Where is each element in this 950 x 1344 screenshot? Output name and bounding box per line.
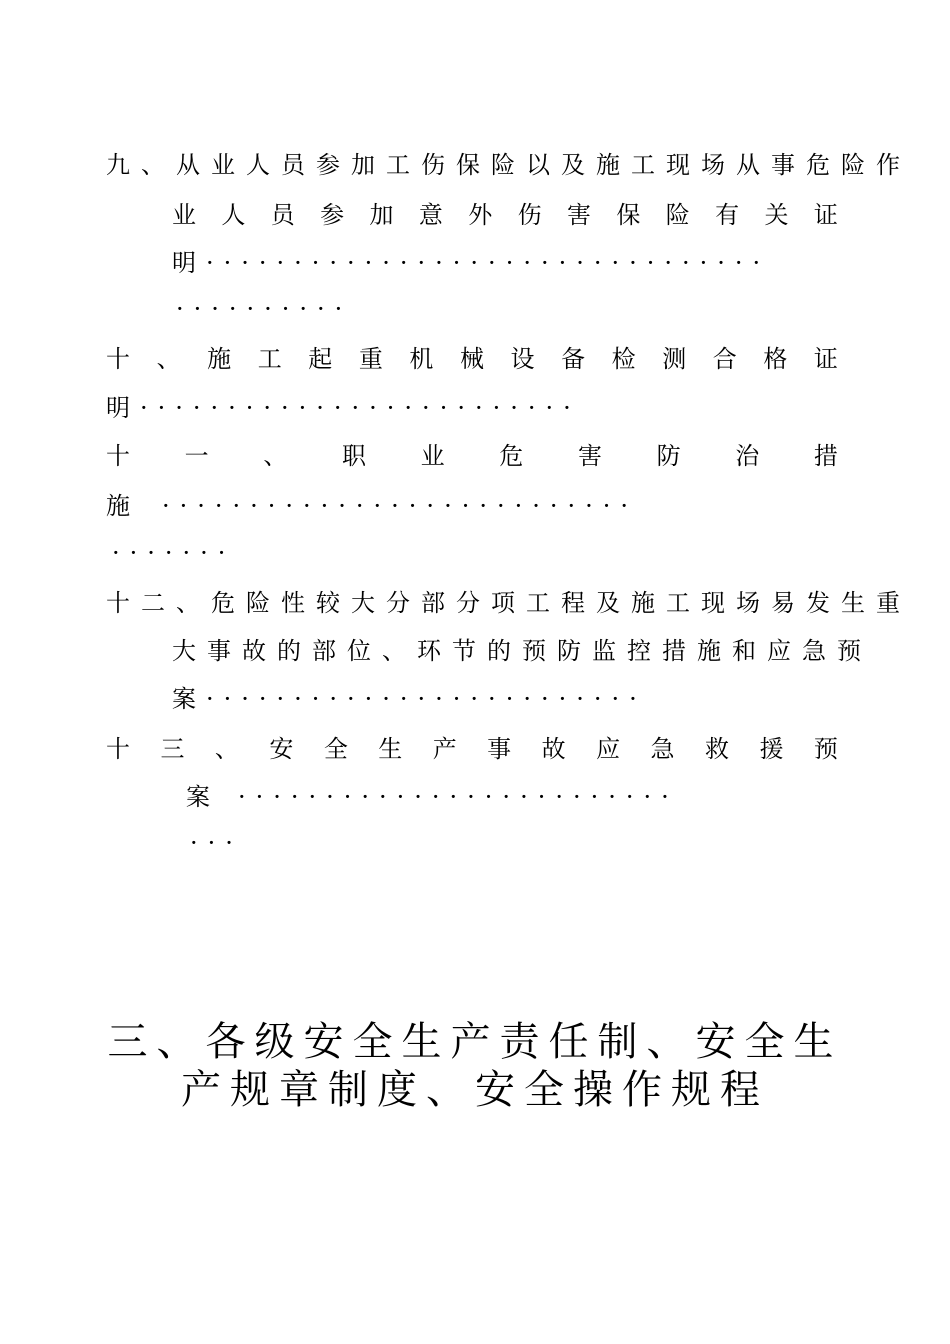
toc-char: 施 <box>207 345 232 373</box>
toc-char: 业 <box>420 442 445 470</box>
toc-item-11-line-2-head: 施 <box>106 492 130 520</box>
toc-item-11-line-1 <box>106 441 838 471</box>
toc-char: 有 <box>715 201 740 229</box>
toc-char: 十 <box>106 735 130 763</box>
toc-char: 、 <box>263 442 288 470</box>
toc-char: 、 <box>214 735 239 763</box>
toc-item-9-line-2 <box>172 200 838 230</box>
toc-char: 措 <box>813 442 838 470</box>
toc-char: 伤 <box>517 201 542 229</box>
toc-char: 事 <box>487 735 512 763</box>
toc-item-9-line-1: 九、从业人员参加工伤保险以及施工现场从事危险作 <box>106 151 911 179</box>
toc-char: 职 <box>341 442 366 470</box>
toc-char: 业 <box>172 201 196 229</box>
toc-char: 合 <box>712 345 737 373</box>
toc-char: 治 <box>735 442 760 470</box>
toc-char: 参 <box>320 201 345 229</box>
toc-char: 险 <box>665 201 690 229</box>
toc-char: 生 <box>378 735 403 763</box>
toc-char: 检 <box>611 345 636 373</box>
toc-item-12-line-1: 十二、危险性较大分部分项工程及施工现场易发生重 <box>106 589 911 617</box>
toc-char: 害 <box>567 201 591 229</box>
toc-char: 加 <box>369 201 394 229</box>
toc-char: 工 <box>257 345 282 373</box>
toc-char: 员 <box>270 201 295 229</box>
toc-char: 备 <box>561 345 586 373</box>
toc-item-10-line-1 <box>106 344 838 374</box>
toc-char: 产 <box>432 735 457 763</box>
toc-char: 援 <box>759 735 784 763</box>
toc-char: 测 <box>662 345 687 373</box>
toc-char: 危 <box>499 442 524 470</box>
toc-char: 意 <box>418 201 443 229</box>
toc-item-12-line-2: 大事故的部位、环节的预防监控措施和应急预 <box>172 637 872 665</box>
toc-item-10-line-2: 明························· <box>106 394 581 422</box>
toc-char: 证 <box>813 201 838 229</box>
toc-char: 全 <box>323 735 348 763</box>
toc-item-13-line-2-head: 案 <box>186 783 210 811</box>
toc-item-13-line-2-dots: ························· <box>238 783 679 811</box>
toc-char: 预 <box>813 735 838 763</box>
toc-char: 急 <box>650 735 675 763</box>
toc-char: 格 <box>763 345 788 373</box>
toc-char: 救 <box>704 735 729 763</box>
section-heading-line-1: 三、各级安全生产责任制、安全生 <box>107 1019 843 1065</box>
toc-char: 证 <box>813 345 838 373</box>
toc-item-9-line-3: 明································ <box>172 249 771 277</box>
toc-char: 保 <box>616 201 641 229</box>
toc-item-13-line-1 <box>106 734 838 764</box>
toc-char: 重 <box>358 345 383 373</box>
toc-char: 害 <box>577 442 602 470</box>
toc-char: 防 <box>656 442 681 470</box>
toc-char: 外 <box>468 201 493 229</box>
toc-char: 十 <box>106 442 130 470</box>
toc-item-9-line-4: ·········· <box>176 295 353 323</box>
toc-char: 一 <box>184 442 209 470</box>
toc-char: 应 <box>596 735 621 763</box>
toc-char: 十 <box>106 345 130 373</box>
toc-char: 故 <box>541 735 566 763</box>
toc-char: 机 <box>409 345 434 373</box>
toc-item-12-line-3: 案························· <box>172 685 647 713</box>
toc-char: 起 <box>308 345 333 373</box>
toc-item-11-line-2-dots: ··························· <box>162 492 638 520</box>
toc-item-11-line-3: ······· <box>112 539 236 567</box>
toc-char: 安 <box>269 735 294 763</box>
toc-char: 、 <box>156 345 181 373</box>
toc-char: 人 <box>221 201 246 229</box>
toc-char: 三 <box>160 735 185 763</box>
toc-item-13-line-3: ··· <box>190 829 243 857</box>
section-heading-line-2: 产规章制度、安全操作规程 <box>181 1067 769 1113</box>
toc-char: 设 <box>510 345 535 373</box>
toc-char: 械 <box>459 345 484 373</box>
toc-char: 关 <box>764 201 789 229</box>
